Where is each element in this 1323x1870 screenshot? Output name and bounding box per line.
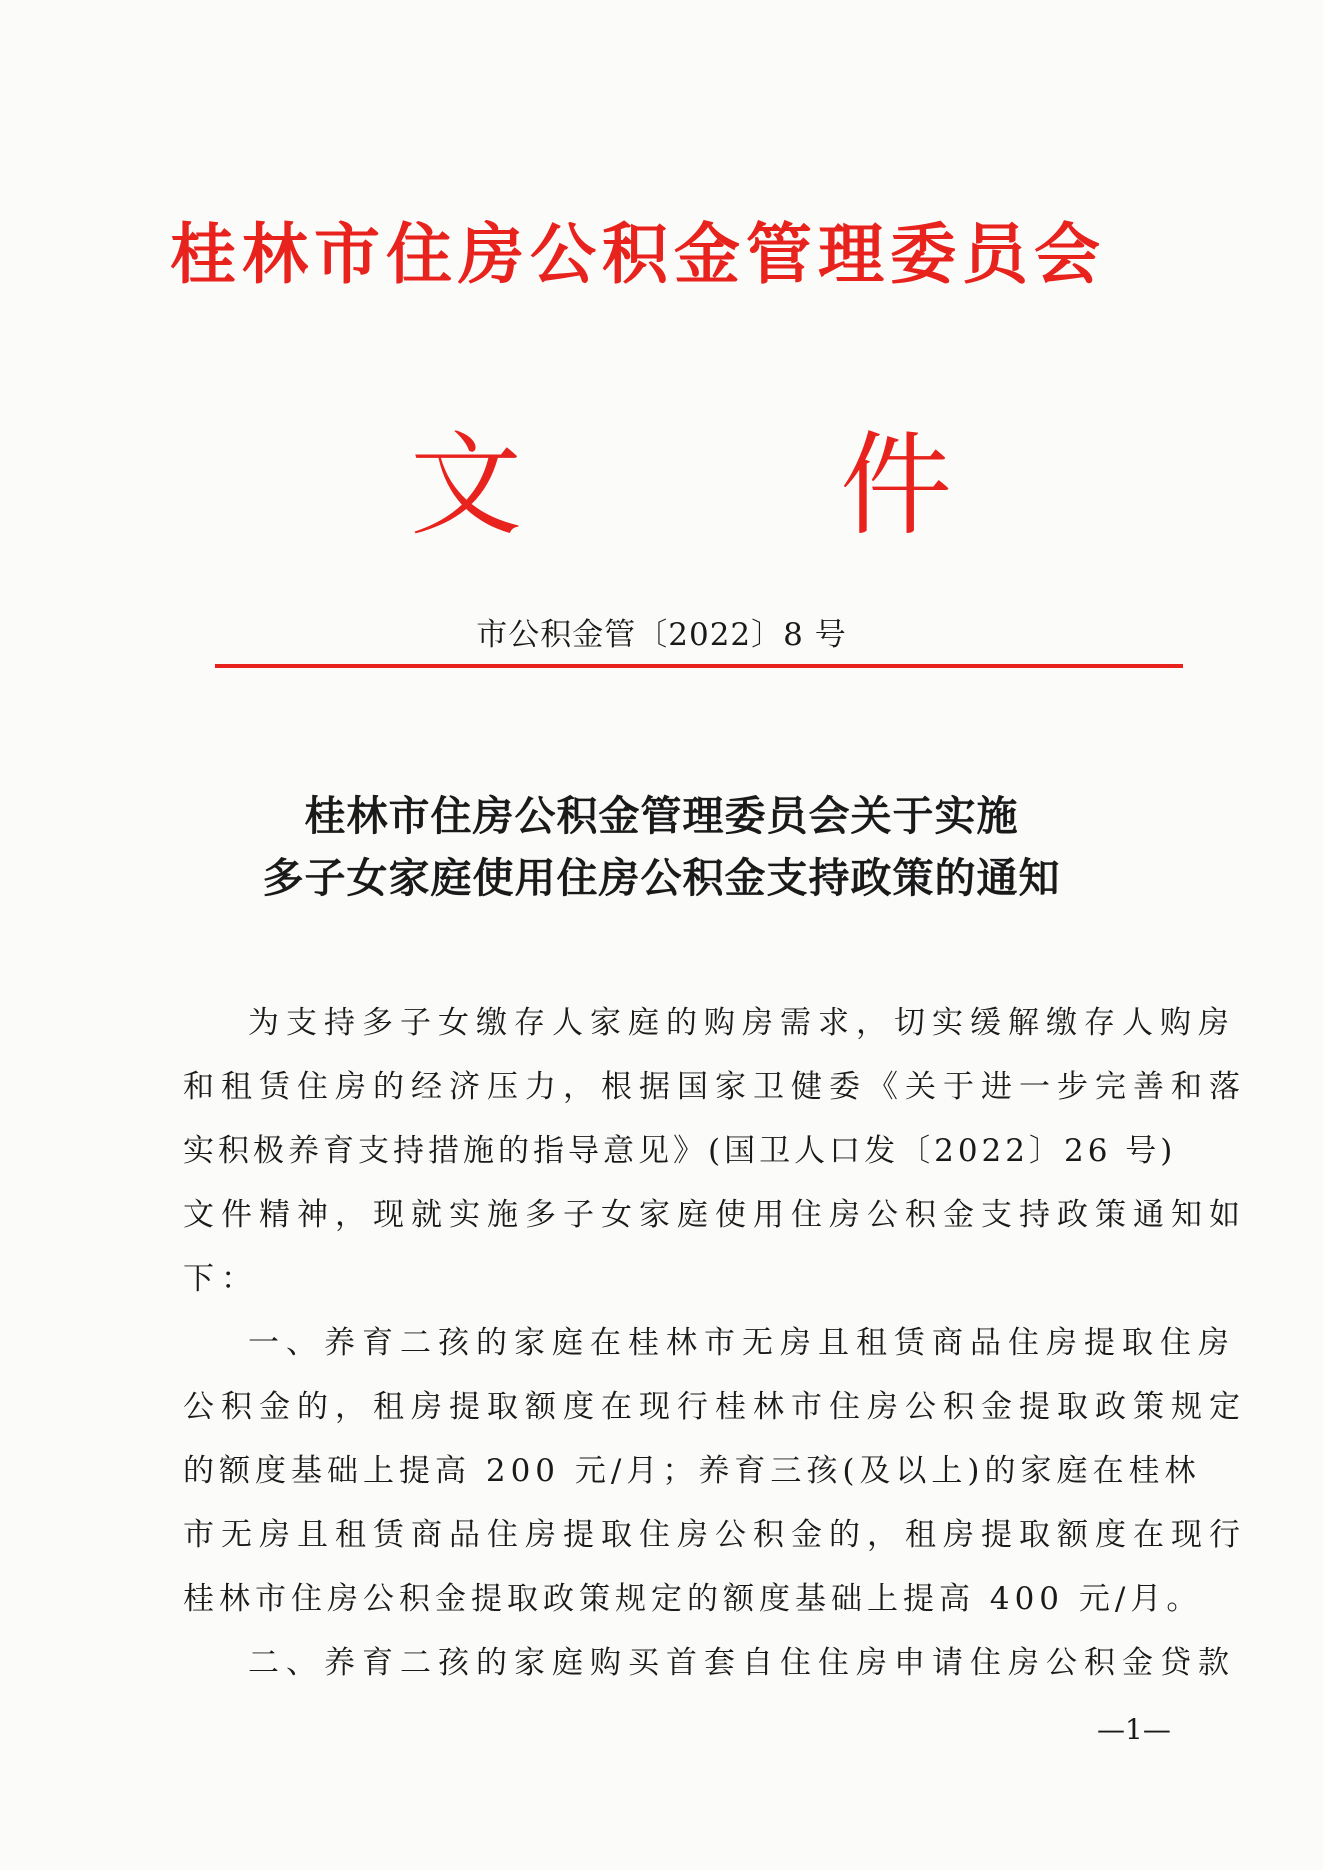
body-line: 实积极养育支持措施的指导意见》(国卫人口发〔2022〕26 号) xyxy=(183,1133,1177,1169)
body-line: 桂林市住房公积金提取政策规定的额度基础上提高 400 元/月。 xyxy=(183,1581,1203,1617)
issuer-heading: 桂林市住房公积金管理委员会 xyxy=(170,216,1106,293)
wenjian-char-wen: 文 xyxy=(410,421,522,551)
body-line: 二、养育二孩的家庭购买首套自住住房申请住房公积金贷款 xyxy=(248,1645,1236,1681)
wenjian-char-jian: 件 xyxy=(840,421,952,551)
page-number: —1— xyxy=(1097,1713,1171,1746)
body-line: 一、养育二孩的家庭在桂林市无房且租赁商品住房提取住房 xyxy=(248,1325,1236,1361)
document-title-line-2: 多子女家庭使用住房公积金支持政策的通知 xyxy=(262,854,1061,902)
body-line: 文件精神，现就实施多子女家庭使用住房公积金支持政策通知如 xyxy=(183,1197,1247,1233)
body-line: 市无房且租赁商品住房提取住房公积金的，租房提取额度在现行 xyxy=(183,1517,1247,1553)
red-divider xyxy=(215,664,1183,668)
body-line: 下： xyxy=(183,1261,259,1297)
body-line: 公积金的，租房提取额度在现行桂林市住房公积金提取政策规定 xyxy=(183,1389,1247,1425)
body-line: 和租赁住房的经济压力，根据国家卫健委《关于进一步完善和落 xyxy=(183,1069,1247,1105)
body-line: 为支持多子女缴存人家庭的购房需求，切实缓解缴存人购房 xyxy=(248,1005,1236,1041)
body-line: 的额度基础上提高 200 元/月；养育三孩(及以上)的家庭在桂林 xyxy=(183,1453,1201,1489)
document-title-line-1: 桂林市住房公积金管理委员会关于实施 xyxy=(304,792,1019,840)
document-number: 市公积金管〔2022〕8 号 xyxy=(476,617,847,653)
